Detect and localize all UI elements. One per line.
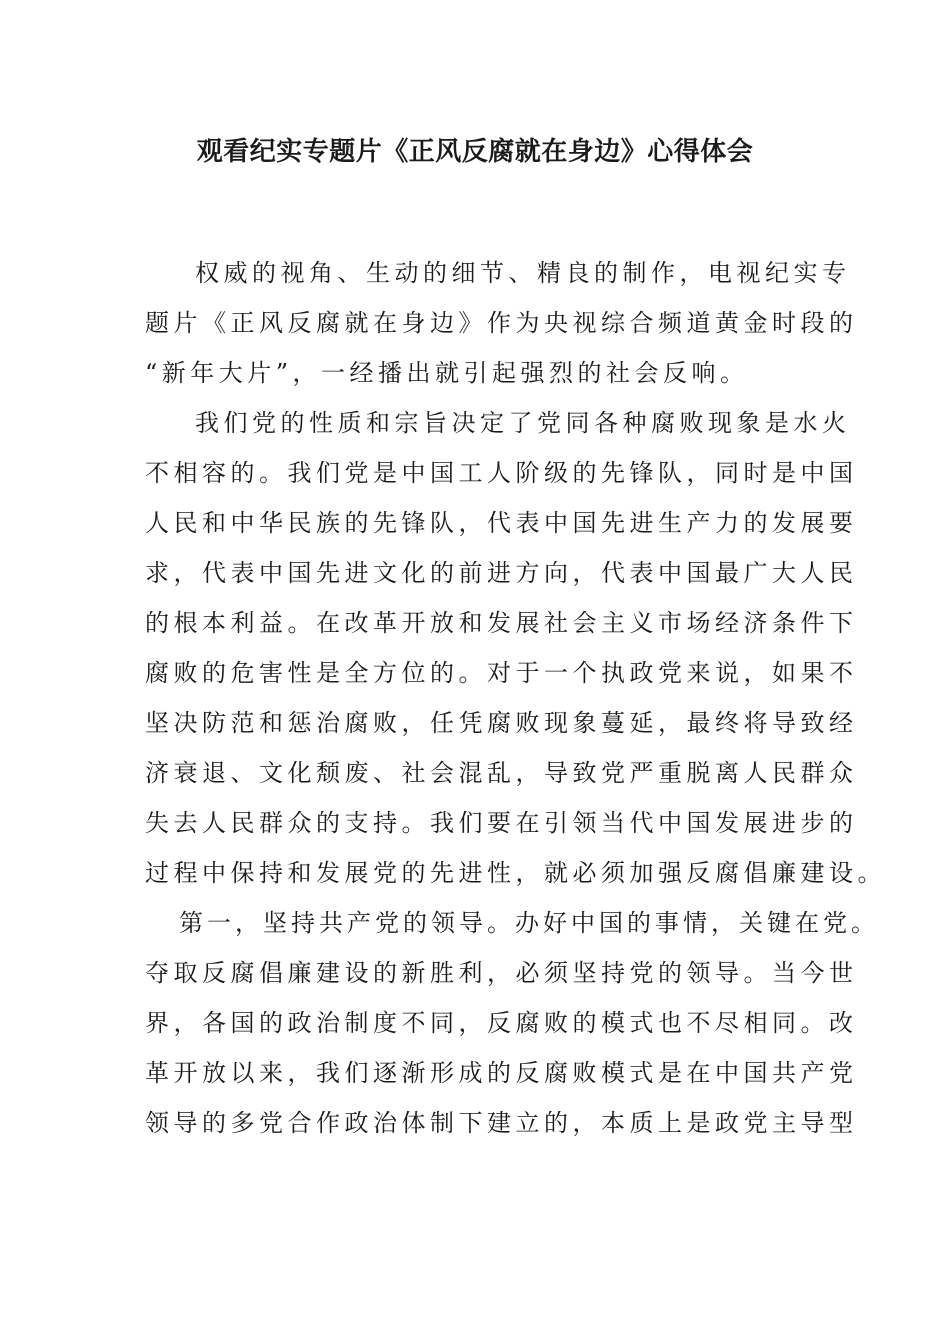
paragraph-3-line-1: 第一，坚持共产党的领导。办好中国的事情，关键在党。 bbox=[179, 909, 879, 937]
paragraph-1-line-2: 题片《正风反腐就在身边》作为央视综合频道黄金时段的 bbox=[145, 309, 858, 337]
paragraph-2-line-8: 济衰退、文化颓废、社会混乱，导致党严重脱离人民群众 bbox=[145, 759, 858, 787]
paragraph-2-line-9: 失去人民群众的支持。我们要在引领当代中国发展进步的 bbox=[145, 809, 858, 837]
paragraph-2-line-6: 腐败的危害性是全方位的。对于一个执政党来说，如果不 bbox=[145, 659, 858, 687]
document-body bbox=[145, 248, 886, 1148]
paragraph-3-line-5: 领导的多党合作政治体制下建立的，本质上是政党主导型 bbox=[145, 1109, 858, 1137]
paragraph-2-line-3: 人民和中华民族的先锋队，代表中国先进生产力的发展要 bbox=[145, 509, 858, 537]
paragraph-1-line-3: “新年大片”，一经播出就引起强烈的社会反响。 bbox=[145, 359, 749, 387]
paragraph-2-line-1: 我们党的性质和宗旨决定了党同各种腐败现象是水火 bbox=[195, 409, 851, 437]
paragraph-3-line-2: 夺取反腐倡廉建设的新胜利，必须坚持党的领导。当今世 bbox=[145, 959, 858, 987]
paragraph-2-line-10: 过程中保持和发展党的先进性，就必须加强反腐倡廉建设。 bbox=[145, 859, 886, 887]
paragraph-2-line-4: 求，代表中国先进文化的前进方向，代表中国最广大人民 bbox=[145, 559, 858, 587]
paragraph-3-line-3: 界，各国的政治制度不同，反腐败的模式也不尽相同。改 bbox=[145, 1009, 858, 1037]
paragraph-2-line-7: 坚决防范和惩治腐败，任凭腐败现象蔓延，最终将导致经 bbox=[145, 709, 858, 737]
paragraph-1-line-1: 权威的视角、生动的细节、精良的制作，电视纪实专 bbox=[195, 259, 851, 287]
paragraph-3-line-4: 革开放以来，我们逐渐形成的反腐败模式是在中国共产党 bbox=[145, 1059, 858, 1087]
paragraph-2-line-2: 不相容的。我们党是中国工人阶级的先锋队，同时是中国 bbox=[145, 459, 858, 487]
paragraph-2-line-5: 的根本利益。在改革开放和发展社会主义市场经济条件下 bbox=[145, 609, 858, 637]
document-title: 观看纪实专题片《正风反腐就在身边》心得体会 bbox=[196, 137, 754, 167]
